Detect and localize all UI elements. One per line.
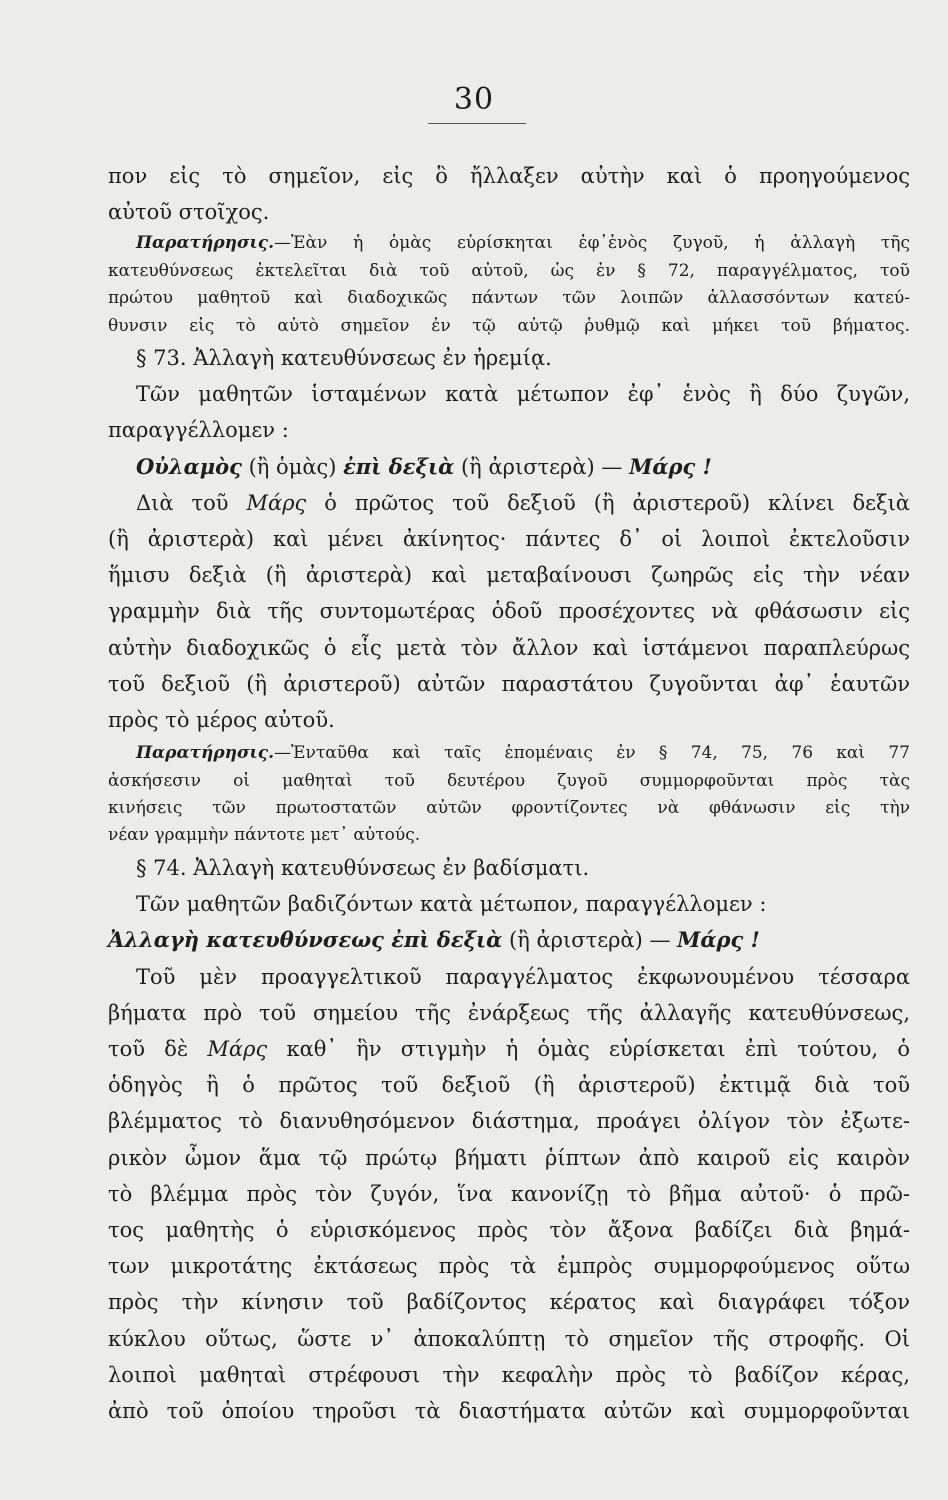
section-74 (108, 850, 910, 1429)
text-line: βήματα πρὸ τοῦ σημείου τῆς ἐνάρξεως τῆς ἀλλαγῆς κατευθύνσεως, (108, 1000, 910, 1025)
text-line: κινήσεις τῶν πρωτοστατῶν αὐτῶν φροντίζοντες νὰ φθάνωσιν εἰς τὴν (108, 798, 910, 819)
note-label: Παρατήρησις. (136, 743, 275, 764)
text-line: κύκλου οὕτως, ὥστε ν᾽ ἀποκαλύπτῃ τὸ σημεῖον τῆς στροφῆς. Οἱ (108, 1326, 910, 1351)
text-line: ἀπὸ τοῦ ὁποίου τηροῦσι τὰ διαστήματα αὐτῶν καὶ συμμορφοῦνται (108, 1398, 910, 1423)
text-line: ἀσκήσεσιν οἱ μαθηταὶ τοῦ δευτέρου ζυγοῦ συμμορφοῦνται πρὸς τὰς (108, 770, 910, 791)
command-line (108, 922, 910, 958)
text-line (108, 740, 910, 767)
command-line (108, 449, 910, 485)
text-line: των μικροτάτης ἐκτάσεως πρὸς τὰ ἐμπρὸς συμμορφούμενος οὕτω (108, 1254, 910, 1279)
command-text: (ἢ ἀριστερὰ) — (502, 928, 678, 953)
command-word: Μάρς ! (677, 927, 760, 953)
text-run: καθ᾽ ἣν στιγμὴν ἡ ὁμὰς εὑρίσκεται ἐπὶ τούτου, ὁ (267, 1036, 910, 1061)
command-word: Οὐλαμὸς (136, 453, 242, 479)
note-text: —Ἐνταῦθα καὶ ταῖς ἑπομέναις ἐν § 74, 75, 76 καὶ 77 (274, 743, 910, 764)
continuation-paragraph (108, 158, 910, 230)
text-line: κατευθύνσεως ἐκτελεῖται διὰ τοῦ αὐτοῦ, ὡς ἐν § 72, παραγγέλματος, τοῦ (108, 260, 910, 281)
text-line: τοῦ δεξιοῦ (ἢ ἀριστεροῦ) αὐτῶν παραστάτου ζυγοῦνται ἀφ᾽ ἑαυτῶν (108, 671, 910, 696)
text-body (108, 158, 910, 1429)
text-line: θυνσιν εἰς τὸ αὐτὸ σημεῖον ἐν τῷ αὐτῷ ῥυθμῷ καὶ μήκει τοῦ βήματος. (108, 315, 910, 336)
text-line: Τοῦ μὲν προαγγελτικοῦ παραγγέλματος ἐκφωνουμένου τέσσαρα (136, 964, 910, 989)
command-text: (ἢ ἀριστερὰ) — (454, 454, 630, 479)
text-run: ὁ πρῶτος τοῦ δεξιοῦ (ἢ ἀριστεροῦ) κλίνει δεξιὰ (306, 490, 910, 515)
italic-word: Μάρς (207, 1036, 268, 1061)
text-run: τοῦ δὲ (108, 1036, 208, 1061)
text-line: ἥμισυ δεξιὰ (ἢ ἀριστερὰ) καὶ μεταβαίνουσι ζωηρῶς εἰς τὴν νέαν (108, 563, 910, 588)
note-paragraph (108, 740, 910, 850)
note-text: —Ἐὰν ἡ ὁμὰς εὑρίσκηται ἐφ᾽ἑνὸς ζυγοῦ, ἡ ἀλλαγὴ τῆς (274, 233, 910, 254)
text-line (108, 230, 910, 257)
text-line: αὐτοῦ στοῖχος. (108, 200, 270, 225)
section-heading: § 74. Ἀλλαγὴ κατευθύνσεως ἐν βαδίσματι. (136, 855, 590, 880)
command-word: Ἀλλαγὴ κατευθύνσεως ἐπὶ δεξιὰ (108, 927, 503, 953)
text-line: νέαν γραμμὴν πάντοτε μετ᾽ αὐτούς. (108, 825, 421, 846)
text-line: πρώτου μαθητοῦ καὶ διαδοχικῶς πάντων τῶν λοιπῶν ἀλλασσόντων κατεύ- (108, 288, 910, 309)
section-73 (108, 340, 910, 738)
text-line: Τῶν μαθητῶν βαδιζόντων κατὰ μέτωπον, παραγγέλλομεν : (136, 892, 767, 917)
text-line: πρὸς τὸ μέρος αὐτοῦ. (108, 708, 335, 733)
command-word: ἐπὶ δεξιὰ (343, 453, 455, 479)
text-line: γραμμὴν διὰ τῆς συντομωτέρας ὁδοῦ προσέχοντες νὰ φθάσωσιν εἰς (108, 599, 910, 624)
text-line: Τῶν μαθητῶν ἱσταμένων κατὰ μέτωπον ἐφ᾽ ἑνὸς ἢ δύο ζυγῶν, (136, 382, 910, 407)
note-paragraph (108, 230, 910, 340)
text-line (108, 1031, 910, 1067)
text-line: ρικὸν ὦμον ἅμα τῷ πρώτῳ βήματι ῥίπτων ἀπὸ καιροῦ εἰς καιρὸν (108, 1145, 910, 1170)
text-line: τος μαθητὴς ὁ εὑρισκόμενος πρὸς τὸν ἄξονα βαδίζει διὰ βημά- (108, 1217, 910, 1242)
command-word: Μάρς ! (629, 453, 712, 479)
section-heading: § 73. Ἀλλαγὴ κατευθύνσεως ἐν ἠρεμίᾳ. (136, 346, 552, 371)
text-run: Διὰ τοῦ (136, 490, 247, 515)
italic-word: Μάρς (246, 490, 307, 515)
page-number: 30 (453, 82, 495, 117)
text-line: (ἢ ἀριστερὰ) καὶ μένει ἀκίνητος· πάντες δ᾽ οἱ λοιποὶ ἐκτελοῦσιν (108, 527, 910, 552)
header-rule (428, 123, 526, 124)
note-label: Παρατήρησις. (136, 233, 275, 254)
text-line: ὁδηγὸς ἢ ὁ πρῶτος τοῦ δεξιοῦ (ἢ ἀριστεροῦ) ἐκτιμᾷ διὰ τοῦ (108, 1073, 910, 1098)
text-line: τὸ βλέμμα πρὸς τὸν ζυγόν, ἵνα κανονίζῃ τὸ βῆμα αὐτοῦ· ὁ πρῶ- (108, 1181, 910, 1206)
text-line: αὐτὴν διαδοχικῶς ὁ εἷς μετὰ τὸν ἄλλον καὶ ἱστάμενοι παραπλεύρως (108, 635, 910, 660)
text-line (108, 485, 910, 521)
text-line: λοιποὶ μαθηταὶ στρέφουσι τὴν κεφαλὴν πρὸς τὸ βαδίζον κέρας, (108, 1362, 910, 1387)
text-line: βλέμματος τὸ διανυθησόμενον διάστημα, προάγει ὀλίγον τὸν ἐξωτε- (108, 1109, 910, 1134)
text-line: πον εἰς τὸ σημεῖον, εἰς ὃ ἤλλαξεν αὐτὴν καὶ ὁ προηγούμενος (108, 164, 910, 188)
text-line: πρὸς τὴν κίνησιν τοῦ βαδίζοντος κέρατος καὶ διαγράφει τόξον (108, 1290, 910, 1315)
command-text: (ἢ ὁμὰς) (241, 454, 344, 479)
text-line: παραγγέλλομεν : (108, 418, 289, 443)
